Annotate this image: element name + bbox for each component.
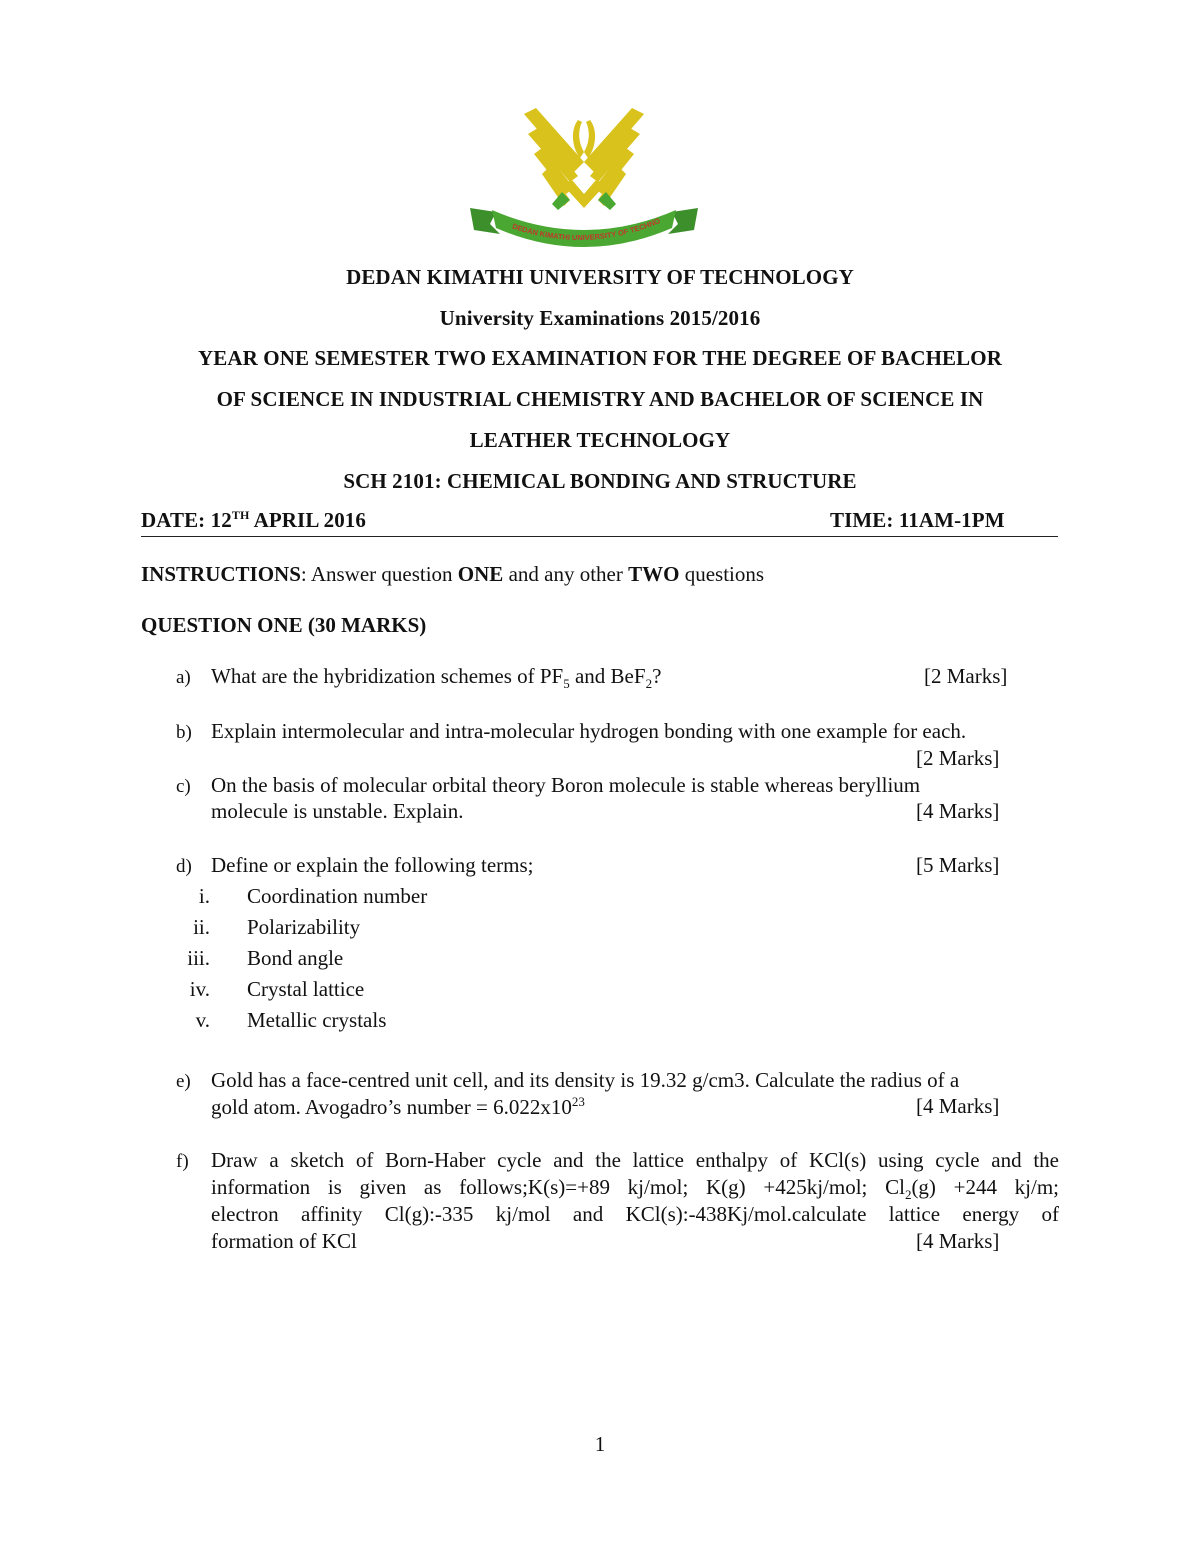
item-c-letter: c) bbox=[176, 776, 191, 797]
exam-session: University Examinations 2015/2016 bbox=[439, 306, 761, 330]
degree-line-2: OF SCIENCE IN INDUSTRIAL CHEMISTRY AND BACHELOR OF SCIENCE IN bbox=[216, 387, 984, 411]
item-a-letter: a) bbox=[176, 667, 191, 688]
item-b-letter: b) bbox=[176, 722, 192, 743]
item-f-line-3: electron affinity Cl(g):-335 kj/mol and KCl(s):-438Kj/mol.calculate lattice energy of bbox=[211, 1202, 1059, 1226]
item-c-line-1: On the basis of molecular orbital theory Boron molecule is stable whereas beryllium bbox=[211, 773, 921, 797]
item-e-line-1: Gold has a face-centred unit cell, and its density is 19.32 g/cm3. Calculate the radius of a bbox=[211, 1068, 960, 1092]
item-f-marks: [4 Marks] bbox=[916, 1229, 1000, 1253]
item-e-marks: [4 Marks] bbox=[916, 1094, 1000, 1118]
term-number: v. bbox=[195, 1008, 210, 1032]
degree-line-1: YEAR ONE SEMESTER TWO EXAMINATION FOR THE DEGREE OF BACHELOR bbox=[198, 346, 1002, 370]
question-one-title: QUESTION ONE (30 MARKS) bbox=[141, 613, 427, 637]
term-label: Crystal lattice bbox=[247, 977, 365, 1001]
item-a-marks: [2 Marks] bbox=[924, 664, 1008, 688]
logo-emblem-icon bbox=[466, 100, 702, 250]
term-number: iv. bbox=[189, 977, 210, 1001]
item-a-text: What are the hybridization schemes of $PF_5$ and BeF$_2$? bbox=[211, 664, 662, 692]
item-e-letter: e) bbox=[176, 1071, 191, 1092]
item-f-line-4: formation of KCl bbox=[211, 1229, 357, 1253]
term-label: Metallic crystals bbox=[247, 1008, 387, 1032]
term-label: Coordination number bbox=[247, 884, 428, 908]
item-d-text: Define or explain the following terms; bbox=[211, 853, 534, 877]
term-label: Bond angle bbox=[247, 946, 344, 970]
item-d-letter: d) bbox=[176, 856, 192, 877]
item-c-line-2: molecule is unstable. Explain. bbox=[211, 799, 464, 823]
item-f-line-2: information is given as follows;K(s)=+89 kj/mol; K(g) +425kj/mol; $Cl_2(g) +244$ kj/m; bbox=[211, 1175, 1060, 1203]
item-f-letter: f) bbox=[176, 1151, 189, 1172]
logo-banner-text: DEDAN KIMATHI UNIVERSITY OF TECHNO bbox=[511, 216, 662, 243]
term-number: ii. bbox=[193, 915, 210, 939]
item-e-line-2: gold atom. Avogadro’s number = $6.022x10^{23}$ bbox=[211, 1094, 585, 1119]
university-name: DEDAN KIMATHI UNIVERSITY OF TECHNOLOGY bbox=[346, 265, 854, 289]
degree-line-3: LEATHER TECHNOLOGY bbox=[469, 428, 731, 452]
exam-time: TIME: 11AM-1PM bbox=[830, 508, 1005, 532]
instructions: INSTRUCTIONS: Answer question ONE and any other TWO questions bbox=[141, 562, 765, 586]
item-d-marks: [5 Marks] bbox=[916, 853, 1000, 877]
header-divider bbox=[141, 536, 1058, 537]
course-title: SCH 2101: CHEMICAL BONDING AND STRUCTURE bbox=[343, 469, 857, 493]
item-f-line-1: Draw a sketch of Born-Haber cycle and the lattice enthalpy of KCl(s) using cycle and the bbox=[211, 1148, 1059, 1172]
page-number: 1 bbox=[594, 1432, 606, 1456]
item-b-marks: [2 Marks] bbox=[916, 746, 1000, 770]
item-c-marks: [4 Marks] bbox=[916, 799, 1000, 823]
exam-date: DATE: 12TH APRIL 2016 bbox=[141, 508, 367, 532]
term-number: iii. bbox=[187, 946, 210, 970]
term-number: i. bbox=[198, 884, 210, 908]
item-b-text: Explain intermolecular and intra-molecular hydrogen bonding with one example for each. bbox=[211, 719, 967, 743]
university-logo bbox=[466, 100, 702, 250]
term-label: Polarizability bbox=[247, 915, 361, 939]
